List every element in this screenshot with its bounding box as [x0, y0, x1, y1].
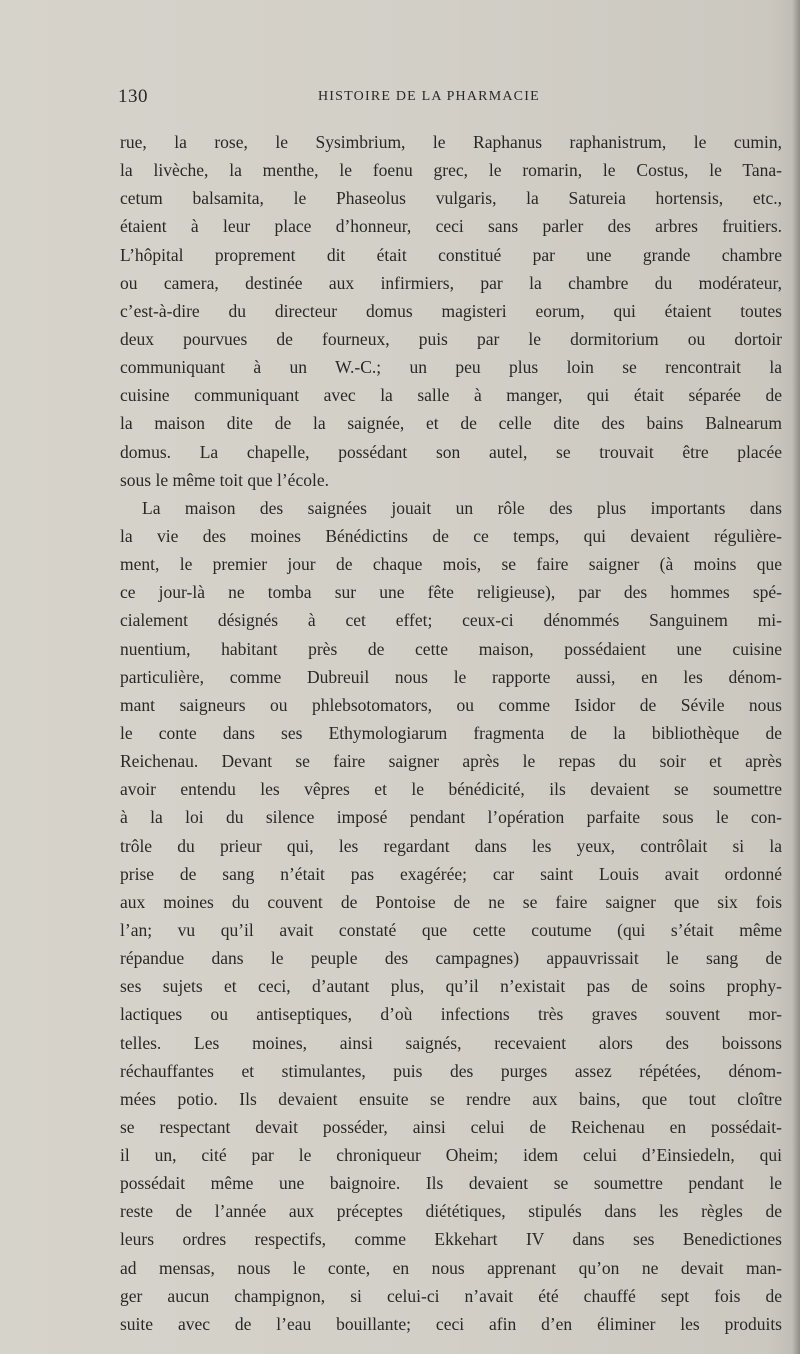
text-line: nuentium, habitant près de cette maison, possédaient une cuisine [120, 638, 782, 659]
text-line: la livèche, la menthe, le foenu grec, le romarin, le Costus, le Tana- [120, 160, 782, 181]
text-line: se respectant devait posséder, ainsi celui de Reichenau en possédait- [120, 1116, 782, 1137]
page-header [118, 86, 782, 110]
text-line: sous le même toit que l’école. [120, 469, 329, 490]
page-edge-shadow [792, 0, 800, 1354]
text-line: trôle du prieur qui, les regardant dans les yeux, contrôlait si la [120, 835, 782, 856]
text-line: répandue dans le peuple des campagnes) appauvrissait le sang de [120, 948, 782, 969]
page-number: 130 [118, 86, 148, 107]
text-line: cialement désignés à cet effet; ceux-ci dénommés Sanguinem mi- [120, 610, 782, 631]
running-title: HISTOIRE DE LA PHARMACIE [318, 89, 540, 104]
text-line: mées potio. Ils devaient ensuite se rendre aux bains, que tout cloître [120, 1088, 782, 1109]
text-line: possédait même une baignoire. Ils devaient se soumettre pendant le [120, 1173, 782, 1194]
text-line: le conte dans ses Ethymologiarum fragmenta de la bibliothèque de [120, 722, 782, 743]
text-line: mant saigneurs ou phlebsotomators, ou comme Isidor de Sévile nous [120, 694, 782, 715]
text-line: ad mensas, nous le conte, en nous apprenant qu’on ne devait man- [120, 1257, 782, 1278]
text-line: deux pourvues de fourneux, puis par le dormitorium ou dortoir [120, 328, 782, 349]
text-line: aux moines du couvent de Pontoise de ne se faire saigner que six fois [120, 891, 782, 912]
text-line: c’est-à-dire du directeur domus magisteri eorum, qui étaient toutes [120, 300, 782, 321]
text-line: cuisine communiquant avec la salle à manger, qui était séparée de [120, 385, 782, 406]
body-text [120, 128, 782, 1338]
text-line: communiquant à un W.-C.; un peu plus loin se rencontrait la [120, 357, 782, 378]
text-line: lactiques ou antiseptiques, d’où infections très graves souvent mor- [120, 1004, 782, 1025]
text-line: ses sujets et ceci, d’autant plus, qu’il n’existait pas de soins prophy- [120, 976, 782, 997]
text-line: reste de l’année aux préceptes diététiques, stipulés dans les règles de [120, 1201, 782, 1222]
text-line: il un, cité par le chroniqueur Oheim; idem celui d’Einsiedeln, qui [120, 1145, 782, 1166]
text-line: prise de sang n’était pas exagérée; car saint Louis avait ordonné [120, 863, 782, 884]
text-line: telles. Les moines, ainsi saignés, recevaient alors des boissons [120, 1032, 782, 1053]
text-line: réchauffantes et stimulantes, puis des purges assez répétées, dénom- [120, 1060, 782, 1081]
text-line: avoir entendu les vêpres et le bénédicité, ils devaient se soumettre [120, 779, 782, 800]
text-line: ger aucun champignon, si celui-ci n’avait été chauffé sept fois de [120, 1285, 782, 1306]
text-line: domus. La chapelle, possédant son autel, se trouvait être placée [120, 441, 782, 462]
text-line: ment, le premier jour de chaque mois, se faire saigner (à moins que [120, 554, 782, 575]
text-line: leurs ordres respectifs, comme Ekkehart IV dans ses Benedictiones [120, 1229, 782, 1250]
text-line: l’an; vu qu’il avait constaté que cette coutume (qui s’était même [120, 919, 782, 940]
text-line: L’hôpital proprement dit était constitué par une grande chambre [120, 244, 782, 265]
text-line: rue, la rose, le Sysimbrium, le Raphanus raphanistrum, le cumin, [120, 132, 782, 152]
text-line: étaient à leur place d’honneur, ceci sans parler des arbres fruitiers. [120, 216, 782, 237]
paragraph-start-line: La maison des saignées jouait un rôle des plus importants dans [142, 497, 782, 518]
text-line: ou camera, destinée aux infirmiers, par la chambre du modérateur, [120, 272, 782, 293]
text-line: à la loi du silence imposé pendant l’opération parfaite sous le con- [120, 807, 782, 828]
text-line: la vie des moines Bénédictins de ce temps, qui devaient régulière- [120, 525, 782, 546]
text-line: la maison dite de la saignée, et de celle dite des bains Balnearum [120, 413, 782, 434]
text-line: cetum balsamita, le Phaseolus vulgaris, la Satureia hortensis, etc., [120, 188, 782, 209]
text-line: Reichenau. Devant se faire saigner après le repas du soir et après [120, 751, 782, 772]
text-line: suite avec de l’eau bouillante; ceci afin d’en éliminer les produits [120, 1313, 782, 1334]
text-line: particulière, comme Dubreuil nous le rapporte aussi, en les dénom- [120, 666, 782, 687]
text-line: ce jour-là ne tomba sur une fête religieuse), par des hommes spé- [120, 582, 782, 603]
